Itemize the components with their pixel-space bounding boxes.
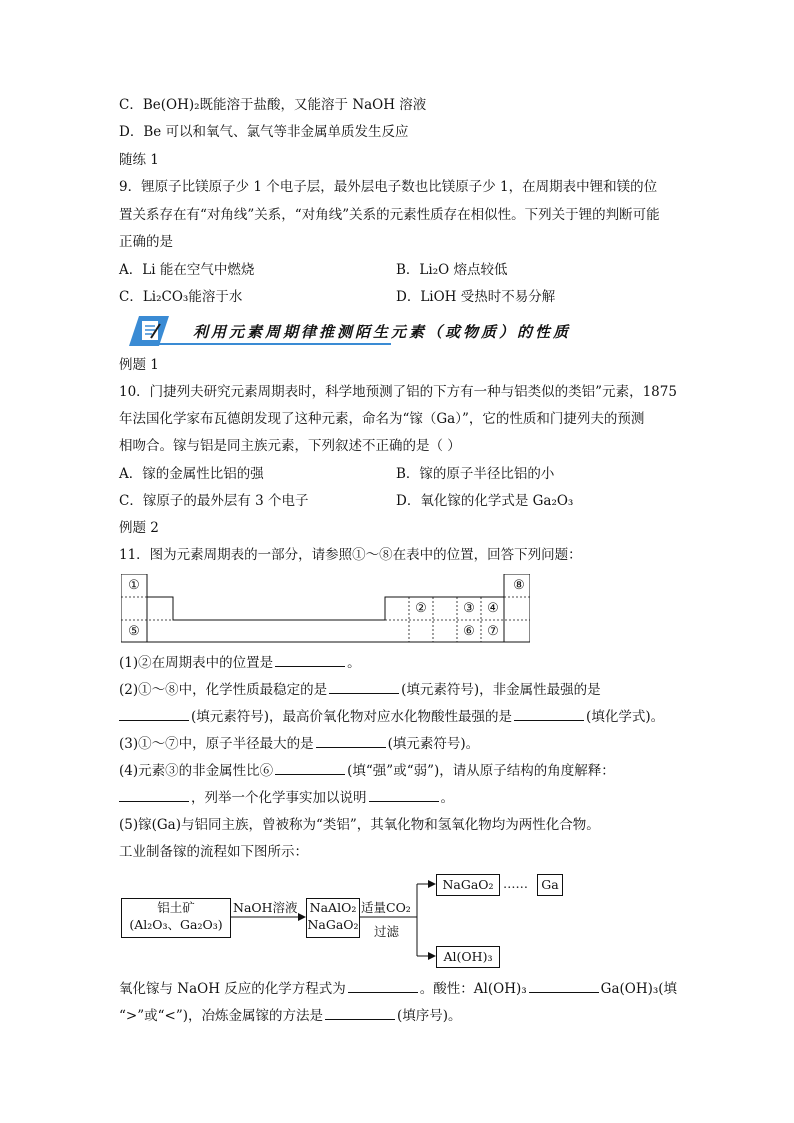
naoh-label: NaOH溶液 <box>233 900 298 915</box>
q11-part5: (5)镓(Ga)与铝同主族，曾被称为“类铝”，其氧化物和氢氧化物均为两性化合物。 <box>119 817 600 833</box>
q10-option-d: D．氧化镓的化学式是 Ga₂O₃ <box>396 493 574 509</box>
example2-label: 例题 2 <box>119 520 159 536</box>
practice-label: 随练 1 <box>119 152 159 168</box>
q9-option-a: A．Li 能在空气中燃烧 <box>119 262 255 278</box>
q10-line1: 10．门捷列夫研究元素周期表时，科学地预测了铝的下方有一种与铝类似的类铝”元素，1875 <box>119 384 677 400</box>
cell-6: ⑥ <box>463 624 475 639</box>
q11-part6-line2: “>”或“<”)，冶炼金属镓的方法是 (填序号)。 <box>119 1008 462 1024</box>
q9-line1: 9．锂原子比镁原子少 1 个电子层，最外层电子数也比镁原子少 1，在周期表中锂和镁的位 <box>119 179 658 195</box>
option-c-be: C．Be(OH)₂既能溶于盐酸，又能溶于 NaOH 溶液 <box>119 97 427 113</box>
q10-line2: 年法国化学家布瓦德朗发现了这种元素，命名为“镓（Ga）”，它的性质和门捷列夫的预测 <box>119 411 645 427</box>
filter-label: 过滤 <box>374 924 400 939</box>
cell-8: ⑧ <box>513 578 525 593</box>
q9-option-d: D．LiOH 受热时不易分解 <box>396 289 556 305</box>
q10-line3: 相吻合。镓与铝是同主族元素，下列叙述不正确的是（ ） <box>119 438 461 454</box>
bauxite-box: 铝土矿 (Al₂O₃、Ga₂O₃) <box>121 898 231 938</box>
q11-part1: (1)②在周期表中的位置是 。 <box>119 655 361 671</box>
q11-part4-line2: ，列举一个化学事实加以说明 。 <box>119 789 454 807</box>
q11-part2-line2: (填元素符号)，最高价氧化物对应水化物酸性最强的是 (填化学式)。 <box>119 708 664 726</box>
cell-3: ③ <box>463 601 475 616</box>
cell-2: ② <box>415 601 427 616</box>
cell-4: ④ <box>487 601 499 616</box>
section-banner <box>121 314 581 348</box>
q10-option-a: A．镓的金属性比铝的强 <box>119 466 264 482</box>
notepad-icon <box>129 316 169 346</box>
q10-option-c: C．镓原子的最外层有 3 个电子 <box>119 493 309 509</box>
cell-5: ⑤ <box>128 624 140 639</box>
section-title: 利用元素周期律推测陌生元素（或物质）的性质 <box>193 323 572 341</box>
intermediate-box: NaAlO₂ NaGaO₂ <box>306 898 360 938</box>
option-d-be: D．Be 可以和氧气、氯气等非金属单质发生反应 <box>119 124 409 140</box>
q11-part2-line1: (2)①～⑧中，化学性质最稳定的是 (填元素符号)，非金属性最强的是 <box>119 682 601 698</box>
q9-line2: 置关系存在有“对角线”关系，“对角线”关系的元素性质存在相似性。下列关于锂的判断可能 <box>119 207 660 223</box>
aloh3-box: Al(OH)₃ <box>436 946 500 968</box>
q11-part3: (3)①～⑦中，原子半径最大的是 (填元素符号)。 <box>119 736 480 752</box>
gallium-process-flow <box>119 868 569 972</box>
q9-option-c: C．Li₂CO₃能溶于水 <box>119 289 243 305</box>
q9-option-b: B．Li₂O 熔点较低 <box>396 262 508 278</box>
q11-stem: 11．图为元素周期表的一部分，请参照①～⑧在表中的位置，回答下列问题： <box>119 547 582 563</box>
ga-box: Ga <box>537 874 563 896</box>
q10-option-b: B．镓的原子半径比铝的小 <box>396 466 555 482</box>
cell-7: ⑦ <box>487 624 499 639</box>
q11-part6-line1: 氧化镓与 NaOH 反应的化学方程式为 。酸性：Al(OH)₃ Ga(OH)₃(填 <box>119 981 678 997</box>
q9-line3: 正确的是 <box>119 234 173 250</box>
example1-label: 例题 1 <box>119 357 159 373</box>
ellipsis: …… <box>503 876 528 891</box>
cell-1: ① <box>128 578 140 593</box>
nagao2-box: NaGaO₂ <box>436 874 500 896</box>
co2-label: 适量CO₂ <box>361 900 411 915</box>
q11-part4-line1: (4)元素③的非金属性比⑥ (填“强”或“弱”)，请从原子结构的角度解释： <box>119 763 615 779</box>
q11-part5-flow-intro: 工业制备镓的流程如下图所示： <box>119 844 308 860</box>
